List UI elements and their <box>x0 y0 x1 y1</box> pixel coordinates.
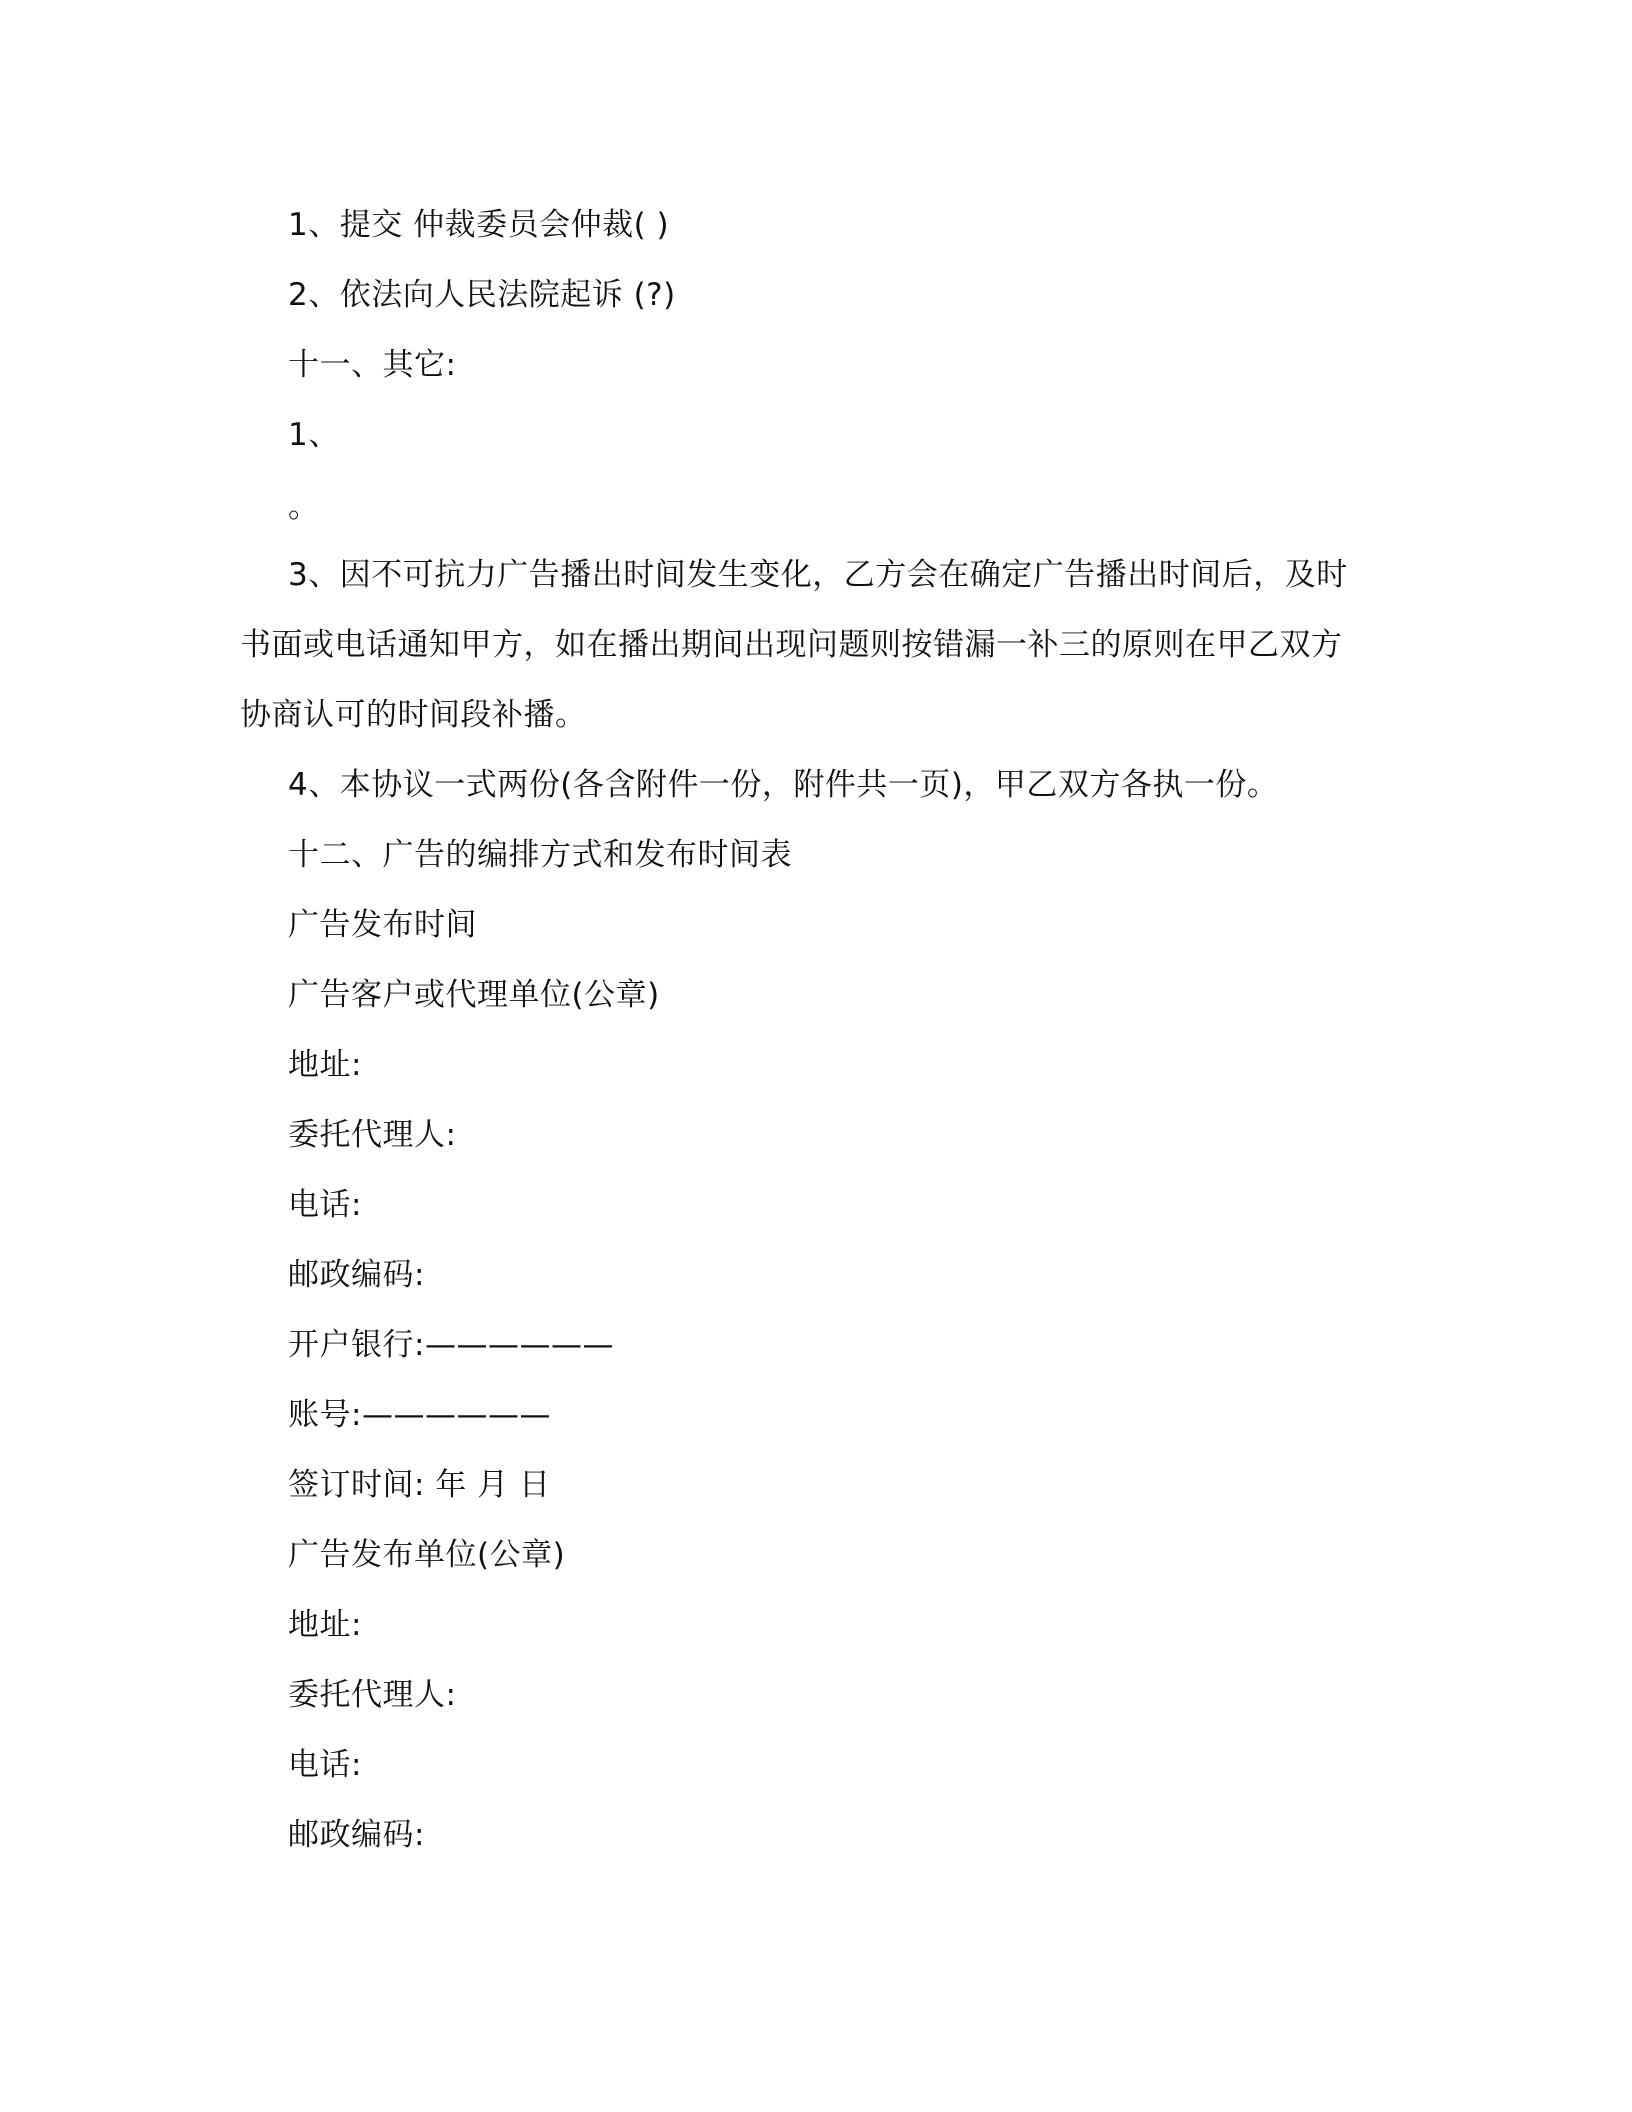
publisher-address-label: 地址: <box>288 1607 362 1643</box>
section-eleven-heading: 十一、其它: <box>288 347 457 383</box>
client-agent-label: 委托代理人: <box>288 1117 457 1153</box>
publisher-unit-label: 广告发布单位(公章) <box>288 1537 566 1573</box>
publisher-phone-label: 电话: <box>288 1747 362 1783</box>
signing-date-label: 签订时间: 年 月 日 <box>288 1467 551 1503</box>
clause-arbitration: 1、提交 仲裁委员会仲裁( ) <box>288 207 670 243</box>
clause-force-majeure-line-1: 3、因不可抗力广告播出时间发生变化，乙方会在确定广告播出时间后，及时 <box>288 557 1348 593</box>
clause-copies: 4、本协议一式两份(各含附件一份，附件共一页)，甲乙双方各执一份。 <box>288 767 1279 803</box>
clause-force-majeure-line-2: 书面或电话通知甲方，如在播出期间出现问题则按错漏一补三的原则在甲乙双方 <box>240 627 1343 663</box>
clause-other-end: 。 <box>288 489 320 525</box>
section-twelve-heading: 十二、广告的编排方式和发布时间表 <box>288 837 792 873</box>
clause-force-majeure-line-3: 协商认可的时间段补播。 <box>240 697 587 733</box>
client-account-label: 账号:—————— <box>288 1397 551 1433</box>
publisher-agent-label: 委托代理人: <box>288 1677 457 1713</box>
clause-other-1: 1、 <box>288 417 340 453</box>
client-unit-label: 广告客户或代理单位(公章) <box>288 977 660 1013</box>
clause-lawsuit: 2、依法向人民法院起诉 (?) <box>288 277 676 313</box>
client-bank-label: 开户银行:—————— <box>288 1327 614 1363</box>
publisher-postcode-label: 邮政编码: <box>288 1817 425 1853</box>
client-phone-label: 电话: <box>288 1187 362 1223</box>
publish-time-label: 广告发布时间 <box>288 907 477 943</box>
client-postcode-label: 邮政编码: <box>288 1257 425 1293</box>
client-address-label: 地址: <box>288 1047 362 1083</box>
